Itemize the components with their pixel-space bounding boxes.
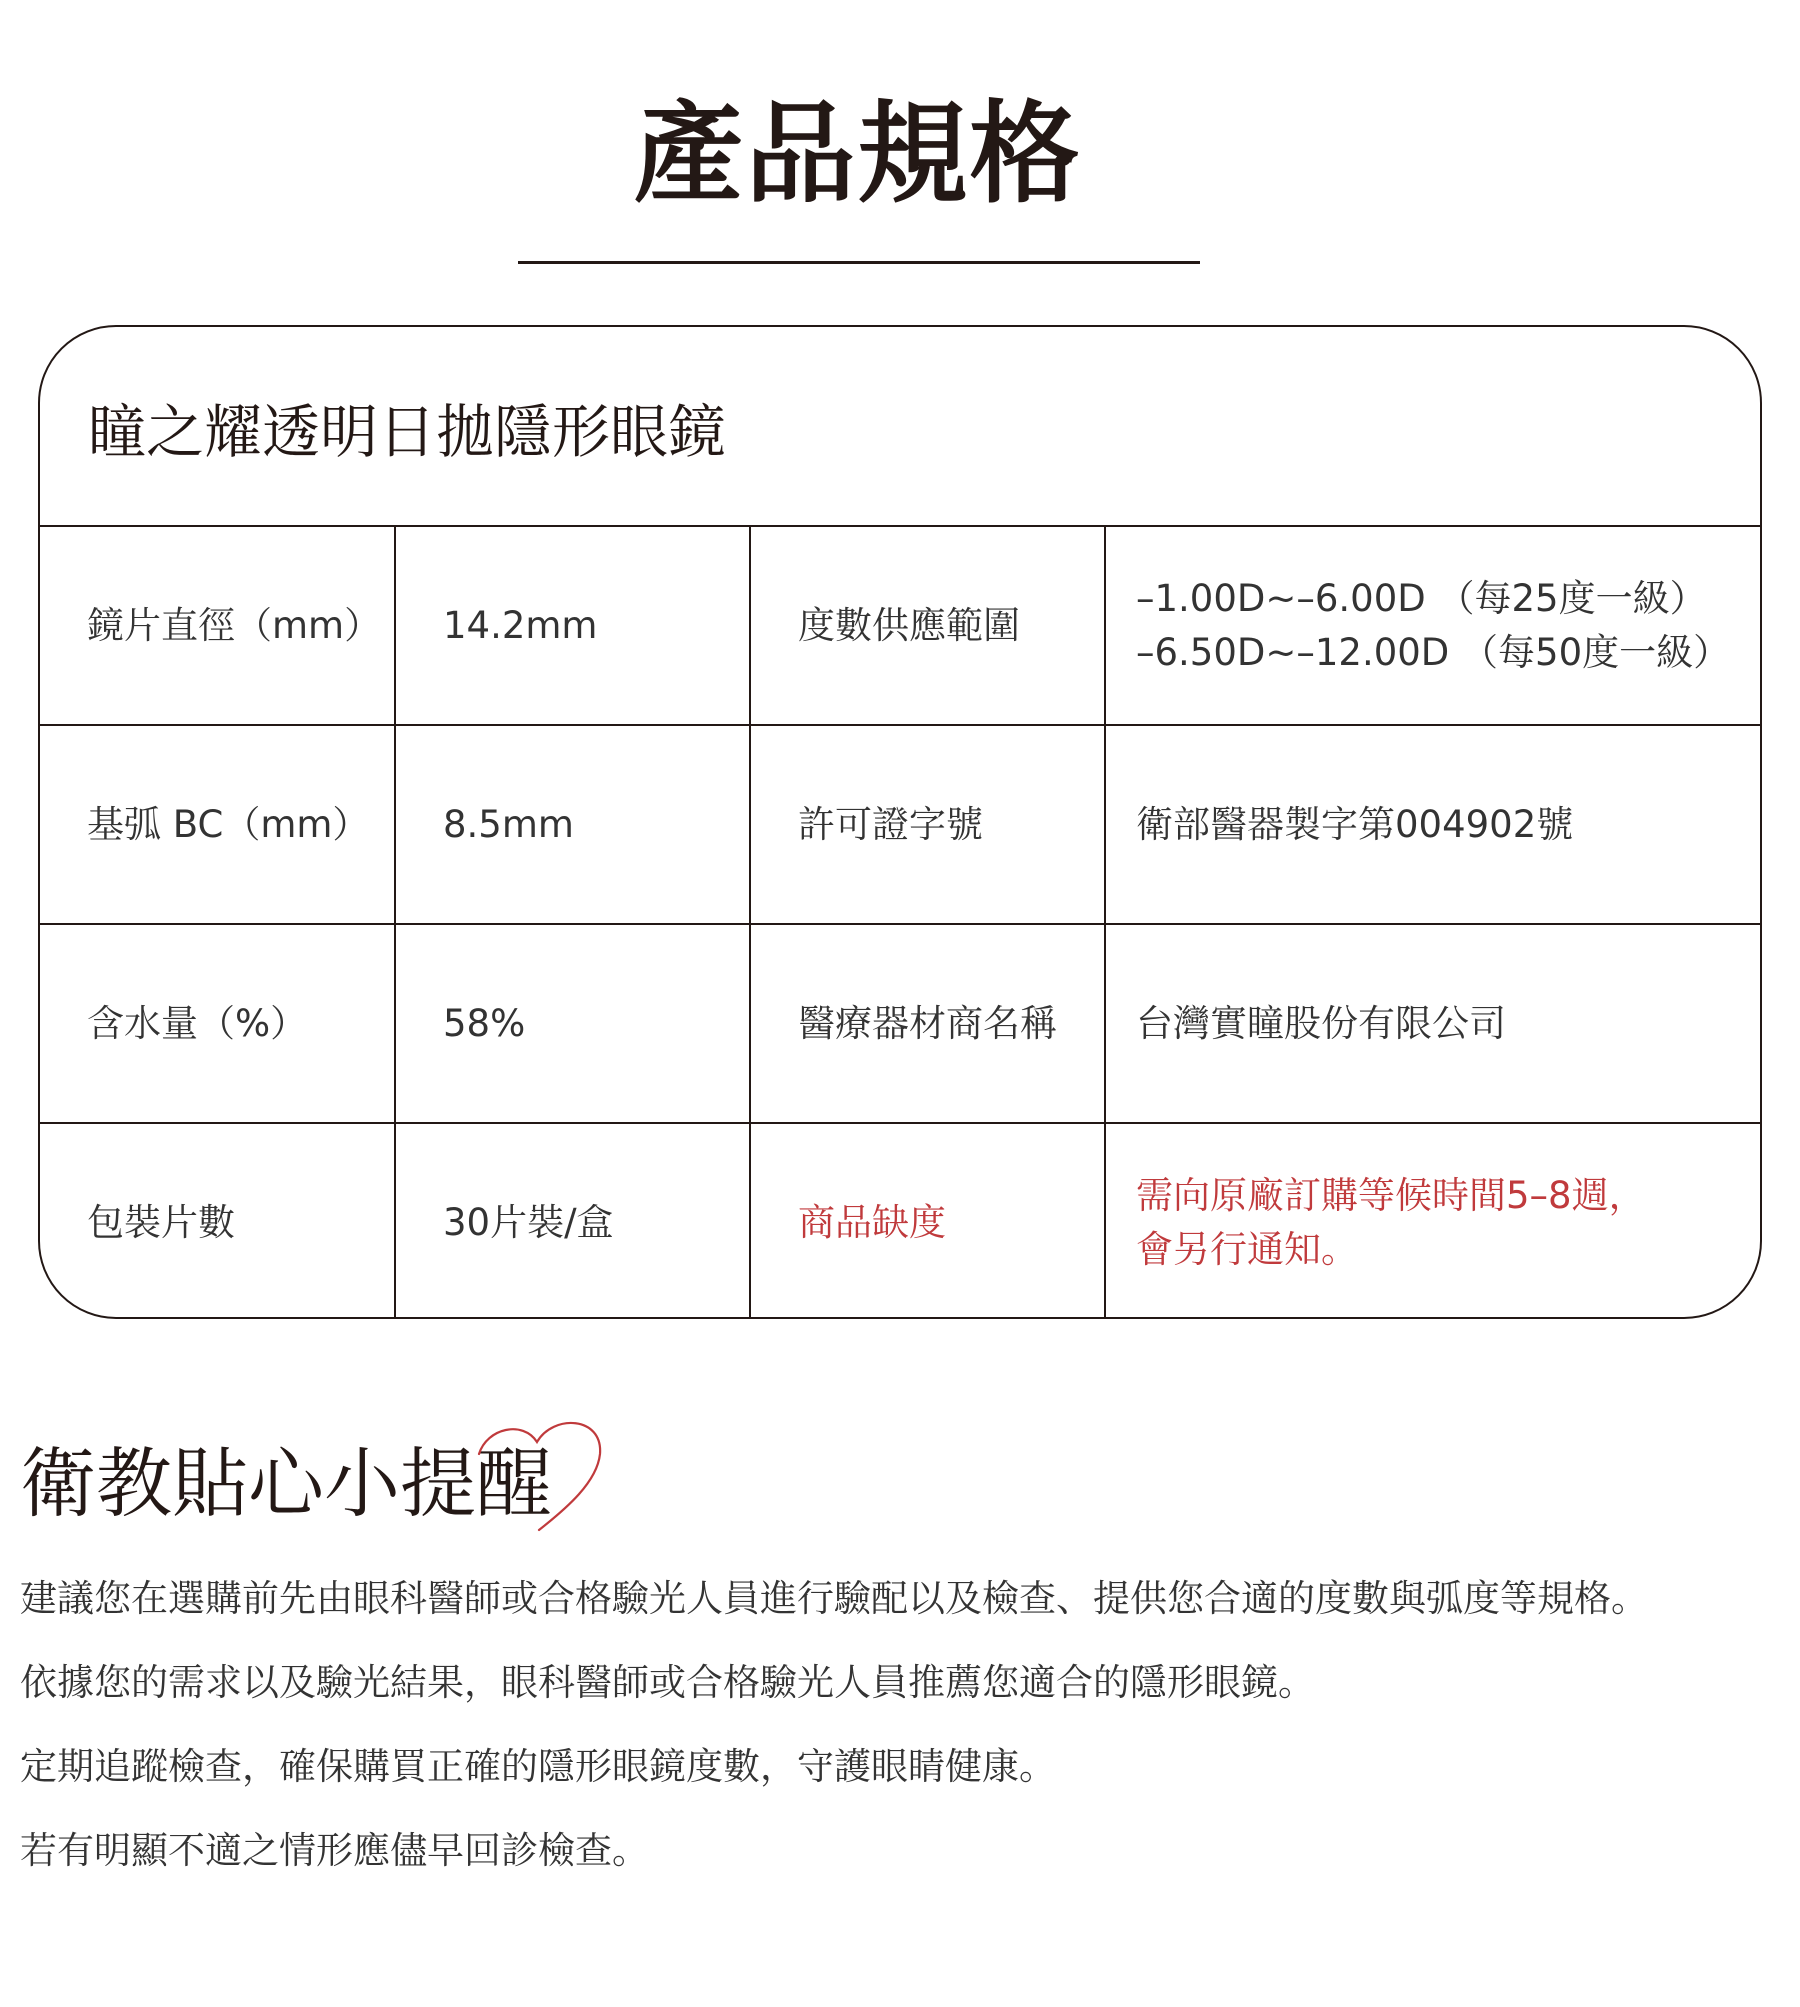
spec-label-diameter: 鏡片直徑（mm） <box>40 527 396 726</box>
tip-item: 依據您的需求以及驗光結果，眼科醫師或合格驗光人員推薦您適合的隱形眼鏡。 <box>20 1661 1315 1704</box>
tips-heading: 衛教貼心小提醒 <box>20 1439 552 1528</box>
spec-value-out-of-stock <box>1106 1124 1760 1319</box>
spec-value-base-curve: 8.5mm <box>396 726 751 925</box>
spec-label-package: 包裝片數 <box>40 1124 396 1319</box>
product-name: 瞳之耀透明日拋隱形眼鏡 <box>88 397 727 466</box>
spec-value-license <box>1106 726 1760 925</box>
spec-table <box>40 525 1760 1319</box>
spec-label-out-of-stock: 商品缺度 <box>751 1124 1106 1319</box>
tips-list <box>20 1572 1780 1908</box>
page-title: 產品規格 <box>633 90 1082 218</box>
spec-label-power-range: 度數供應範圍 <box>751 527 1106 726</box>
spec-card <box>38 325 1762 1319</box>
spec-value-manufacturer <box>1106 925 1760 1124</box>
tip-item: 定期追蹤檢查，確保購買正確的隱形眼鏡度數，守護眼睛健康。 <box>20 1745 1056 1788</box>
spec-label-base-curve: 基弧 BC（mm） <box>40 726 396 925</box>
heart-icon <box>465 1410 610 1540</box>
title-divider <box>518 261 1200 264</box>
out-of-stock-note-line: 會另行通知。 <box>1136 1227 1358 1271</box>
power-range-line: –1.00D~–6.00D （每25度一級） <box>1136 576 1707 620</box>
tip-item: 若有明顯不適之情形應儘早回診檢查。 <box>20 1829 649 1872</box>
spec-label-water-content: 含水量（%） <box>40 925 396 1124</box>
spec-label-license: 許可證字號 <box>751 726 1106 925</box>
spec-label-manufacturer: 醫療器材商名稱 <box>751 925 1106 1124</box>
spec-value-package: 30片裝/盒 <box>396 1124 751 1319</box>
spec-value-diameter: 14.2mm <box>396 527 751 726</box>
power-range-line: –6.50D~–12.00D （每50度一級） <box>1136 630 1731 674</box>
spec-value-power-range <box>1106 527 1760 726</box>
manufacturer-name: 台灣實瞳股份有限公司 <box>1136 1001 1506 1045</box>
spec-value-water-content: 58% <box>396 925 751 1124</box>
tip-item: 建議您在選購前先由眼科醫師或合格驗光人員進行驗配以及檢查、提供您合適的度數與弧度等規格。 <box>20 1577 1648 1620</box>
out-of-stock-note-line: 需向原廠訂購等候時間5–8週， <box>1136 1173 1646 1217</box>
license-number: 衛部醫器製字第004902號 <box>1136 802 1574 846</box>
